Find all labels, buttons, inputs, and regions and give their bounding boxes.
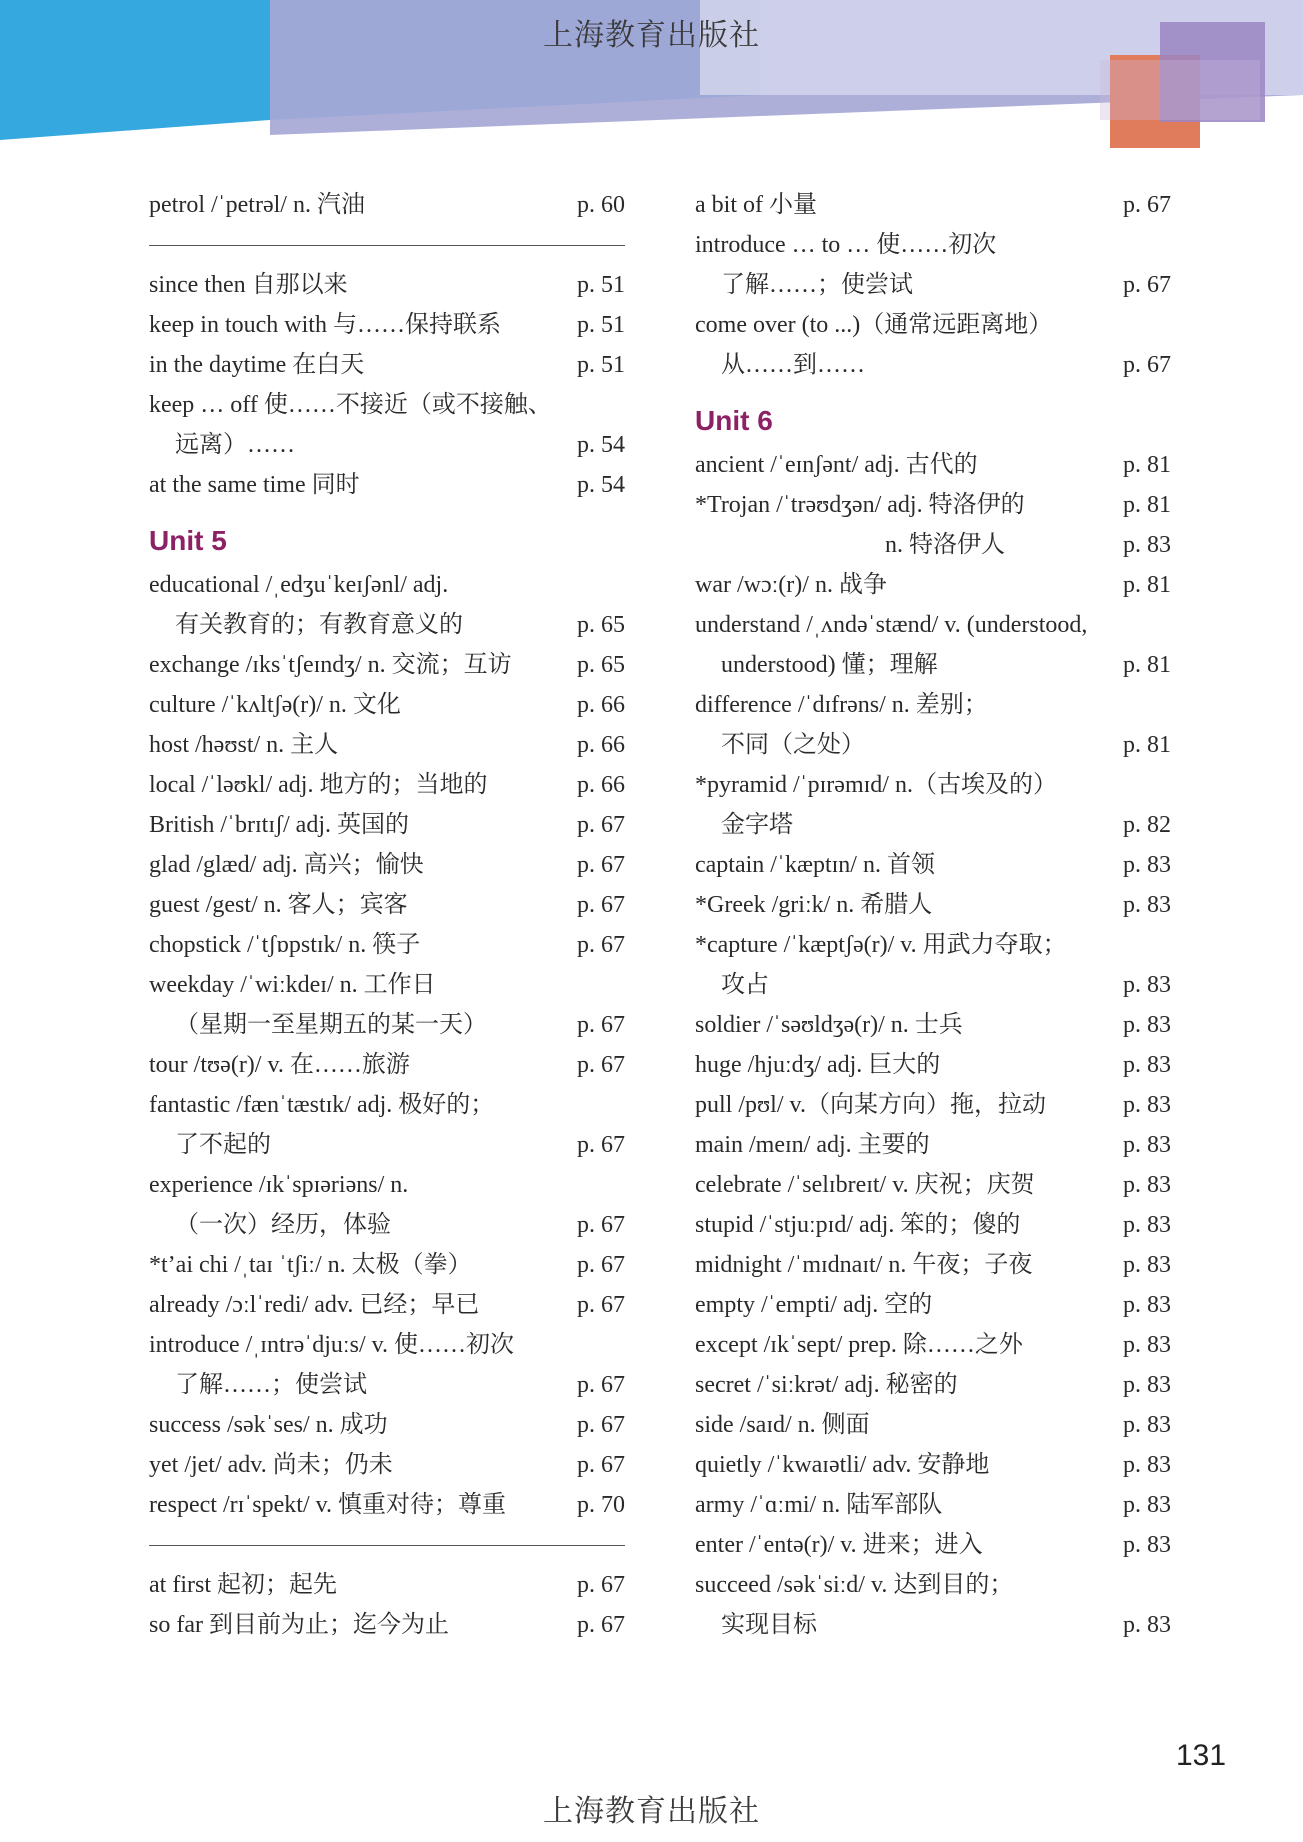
entry-page-ref: p. 51: [577, 352, 625, 378]
glossary-entry: [149, 1325, 625, 1365]
entry-page-ref: p. 83: [1123, 1092, 1171, 1118]
glossary-entry: [695, 1525, 1171, 1565]
glossary-entry: [695, 525, 1171, 565]
glossary-entry: [695, 1045, 1171, 1085]
glossary-entry: [149, 265, 625, 305]
entry-page-ref: p. 66: [577, 772, 625, 798]
entry-term: introduce … to … 使……初次: [695, 232, 997, 258]
entry-term: at the same time 同时: [149, 472, 360, 498]
glossary-entry: [695, 1605, 1171, 1645]
entry-term: guest /gest/ n. 客人；宾客: [149, 892, 408, 918]
glossary-entry: [695, 765, 1171, 805]
entry-term: culture /ˈkʌltʃə(r)/ n. 文化: [149, 692, 401, 718]
glossary-entry: [149, 385, 625, 425]
entry-term: secret /ˈsiːkrət/ adj. 秘密的: [695, 1372, 958, 1398]
entry-page-ref: p. 65: [577, 652, 625, 678]
glossary-entry: [149, 185, 625, 225]
glossary-entry: [695, 1245, 1171, 1285]
glossary-entry: [149, 1405, 625, 1445]
entry-page-ref: p. 67: [577, 1612, 625, 1638]
entry-term: local /ˈləʊkl/ adj. 地方的；当地的: [149, 772, 488, 798]
entry-term: 了解……；使尝试: [175, 1372, 367, 1398]
entry-term: （星期一至星期五的某一天）: [175, 1012, 487, 1038]
glossary-entry: [695, 925, 1171, 965]
entry-page-ref: p. 83: [1123, 1052, 1171, 1078]
entry-page-ref: p. 83: [1123, 1212, 1171, 1238]
entry-page-ref: p. 67: [577, 1212, 625, 1238]
entry-term: British /ˈbrɪtɪʃ/ adj. 英国的: [149, 812, 409, 838]
glossary-entry: [149, 425, 625, 465]
entry-term: come over (to ...)（通常远距离地）: [695, 312, 1053, 338]
glossary-entry: [695, 565, 1171, 605]
glossary-entry: [149, 765, 625, 805]
entry-page-ref: p. 83: [1123, 532, 1171, 558]
entry-term: main /meɪn/ adj. 主要的: [695, 1132, 930, 1158]
entry-term: 了不起的: [175, 1132, 271, 1158]
entry-term: n. 特洛伊人: [885, 532, 1005, 558]
glossary-entry: [695, 185, 1171, 225]
entry-page-ref: p. 83: [1123, 1332, 1171, 1358]
entry-term: chopstick /ˈtʃɒpstɪk/ n. 筷子: [149, 932, 421, 958]
entry-term: at first 起初；起先: [149, 1572, 337, 1598]
entry-page-ref: p. 81: [1123, 492, 1171, 518]
entry-page-ref: p. 83: [1123, 1452, 1171, 1478]
entry-term: succeed /səkˈsiːd/ v. 达到目的；: [695, 1572, 1014, 1598]
entry-page-ref: p. 51: [577, 312, 625, 338]
glossary-entry: [149, 845, 625, 885]
entry-page-ref: p. 54: [577, 432, 625, 458]
glossary-entry: [149, 725, 625, 765]
glossary-entry: [695, 885, 1171, 925]
entry-page-ref: p. 67: [577, 1412, 625, 1438]
glossary-entry: [695, 685, 1171, 725]
unit-heading: Unit 6: [695, 405, 773, 436]
entry-page-ref: p. 83: [1123, 1412, 1171, 1438]
entry-term: 实现目标: [721, 1612, 817, 1638]
entry-page-ref: p. 67: [577, 1452, 625, 1478]
entry-page-ref: p. 54: [577, 472, 625, 498]
glossary-entry: [695, 1205, 1171, 1245]
entry-term: glad /glæd/ adj. 高兴；愉快: [149, 852, 424, 878]
entry-term: 从……到……: [721, 352, 865, 378]
entry-term: 不同（之处）: [721, 732, 865, 758]
entry-term: yet /jet/ adv. 尚未；仍未: [149, 1452, 393, 1478]
entry-term: understood) 懂；理解: [721, 652, 938, 678]
glossary-entry: [149, 1445, 625, 1485]
section-divider: [149, 1525, 625, 1565]
entry-term: a bit of 小量: [695, 192, 817, 218]
entry-page-ref: p. 82: [1123, 812, 1171, 838]
glossary-entry: [149, 565, 625, 605]
publisher-footer: 上海教育出版社: [543, 1794, 760, 1829]
entry-term: stupid /ˈstjuːpɪd/ adj. 笨的；傻的: [695, 1212, 1021, 1238]
entry-term: host /həʊst/ n. 主人: [149, 732, 339, 758]
entry-page-ref: p. 67: [577, 1372, 625, 1398]
entry-term: army /ˈɑːmi/ n. 陆军部队: [695, 1492, 943, 1518]
entry-term: 金字塔: [721, 812, 793, 838]
entry-term: success /səkˈses/ n. 成功: [149, 1412, 388, 1438]
entry-page-ref: p. 66: [577, 692, 625, 718]
glossary-entry: [149, 1045, 625, 1085]
entry-page-ref: p. 83: [1123, 852, 1171, 878]
entry-page-ref: p. 81: [1123, 652, 1171, 678]
glossary-entry: [149, 965, 625, 1005]
glossary-entry: [695, 445, 1171, 485]
entry-page-ref: p. 81: [1123, 732, 1171, 758]
banner-outline-square: [1100, 60, 1260, 120]
entry-term: respect /rɪˈspekt/ v. 慎重对待；尊重: [149, 1492, 507, 1518]
entry-term: 有关教育的；有教育意义的: [175, 612, 463, 638]
entry-term: celebrate /ˈselɪbreɪt/ v. 庆祝；庆贺: [695, 1172, 1035, 1198]
entry-page-ref: p. 83: [1123, 1372, 1171, 1398]
glossary-entry: [695, 1165, 1171, 1205]
entry-term: *t’ai chi /ˌtaɪ ˈtʃiː/ n. 太极（拳）: [149, 1252, 472, 1278]
glossary-right-column: [695, 185, 1171, 1645]
glossary-entry: [149, 1005, 625, 1045]
glossary-entry: [695, 1445, 1171, 1485]
entry-term: quietly /ˈkwaɪətli/ adv. 安静地: [695, 1452, 990, 1478]
entry-page-ref: p. 83: [1123, 1132, 1171, 1158]
entry-term: midnight /ˈmɪdnaɪt/ n. 午夜；子夜: [695, 1252, 1033, 1278]
glossary-entry: [695, 1405, 1171, 1445]
entry-term: so far 到目前为止；迄今为止: [149, 1612, 449, 1638]
glossary-entry: [695, 725, 1171, 765]
glossary-entry: [695, 1125, 1171, 1165]
entry-term: tour /tʊə(r)/ v. 在……旅游: [149, 1052, 410, 1078]
entry-page-ref: p. 65: [577, 612, 625, 638]
glossary-entry: [149, 305, 625, 345]
glossary-entry: [695, 1565, 1171, 1605]
glossary-entry: [149, 1125, 625, 1165]
entry-term: in the daytime 在白天: [149, 352, 365, 378]
glossary-entry: [695, 805, 1171, 845]
entry-term: already /ɔːlˈredi/ adv. 已经；早已: [149, 1292, 480, 1318]
entry-term: pull /pʊl/ v.（向某方向）拖，拉动: [695, 1092, 1046, 1118]
entry-term: educational /ˌedʒuˈkeɪʃənl/ adj.: [149, 572, 449, 598]
entry-term: ancient /ˈeɪnʃənt/ adj. 古代的: [695, 452, 978, 478]
publisher-header: 上海教育出版社: [543, 18, 760, 53]
glossary-entry: [695, 1085, 1171, 1125]
entry-term: empty /ˈempti/ adj. 空的: [695, 1292, 933, 1318]
glossary-entry: [149, 685, 625, 725]
entry-term: except /ɪkˈsept/ prep. 除……之外: [695, 1332, 1023, 1358]
entry-page-ref: p. 67: [577, 1252, 625, 1278]
section-gap: [695, 385, 1171, 397]
entry-page-ref: p. 83: [1123, 1292, 1171, 1318]
entry-term: war /wɔː(r)/ n. 战争: [695, 572, 887, 598]
glossary-entry: [149, 605, 625, 645]
entry-term: weekday /ˈwiːkdeɪ/ n. 工作日: [149, 972, 436, 998]
glossary-entry: [695, 605, 1171, 645]
entry-term: *capture /ˈkæptʃə(r)/ v. 用武力夺取；: [695, 932, 1067, 958]
entry-term: *pyramid /ˈpɪrəmɪd/ n.（古埃及的）: [695, 772, 1057, 798]
entry-term: difference /ˈdɪfrəns/ n. 差别；: [695, 692, 988, 718]
entry-term: experience /ɪkˈspɪəriəns/ n.: [149, 1172, 409, 1198]
glossary-entry: [695, 965, 1171, 1005]
entry-page-ref: p. 83: [1123, 1492, 1171, 1518]
entry-page-ref: p. 67: [577, 1572, 625, 1598]
glossary-entry: [149, 1245, 625, 1285]
entry-page-ref: p. 67: [577, 852, 625, 878]
glossary-entry: [149, 1205, 625, 1245]
entry-term: 攻占: [721, 972, 769, 998]
entry-page-ref: p. 70: [577, 1492, 625, 1518]
entry-term: fantastic /fænˈtæstɪk/ adj. 极好的；: [149, 1092, 495, 1118]
entry-page-ref: p. 67: [577, 1012, 625, 1038]
glossary-entry: [695, 1485, 1171, 1525]
glossary-entry: [149, 1285, 625, 1325]
glossary-entry: [149, 1085, 625, 1125]
glossary-entry: [149, 925, 625, 965]
glossary-entry: [149, 1365, 625, 1405]
entry-term: introduce /ˌɪntrəˈdjuːs/ v. 使……初次: [149, 1332, 515, 1358]
entry-page-ref: p. 83: [1123, 972, 1171, 998]
entry-page-ref: p. 67: [577, 892, 625, 918]
entry-page-ref: p. 67: [1123, 192, 1171, 218]
entry-term: captain /ˈkæptɪn/ n. 首领: [695, 852, 935, 878]
glossary-entry: [695, 345, 1171, 385]
entry-term: huge /hjuːdʒ/ adj. 巨大的: [695, 1052, 941, 1078]
entry-page-ref: p. 83: [1123, 1532, 1171, 1558]
entry-page-ref: p. 67: [1123, 272, 1171, 298]
entry-term: （一次）经历，体验: [175, 1212, 391, 1238]
glossary-entry: [695, 225, 1171, 265]
entry-page-ref: p. 81: [1123, 452, 1171, 478]
entry-page-ref: p. 83: [1123, 892, 1171, 918]
glossary-entry: [695, 265, 1171, 305]
entry-page-ref: p. 67: [577, 1292, 625, 1318]
entry-term: keep … off 使……不接近（或不接触、: [149, 392, 552, 418]
entry-term: *Trojan /ˈtrəʊdʒən/ adj. 特洛伊的: [695, 492, 1025, 518]
entry-page-ref: p. 67: [577, 932, 625, 958]
section-gap: [149, 505, 625, 517]
glossary-entry: [149, 465, 625, 505]
unit-heading: Unit 5: [149, 525, 227, 556]
entry-term: side /saɪd/ n. 侧面: [695, 1412, 870, 1438]
entry-term: petrol /ˈpetrəl/ n. 汽油: [149, 192, 365, 218]
entry-page-ref: p. 81: [1123, 572, 1171, 598]
entry-page-ref: p. 67: [577, 812, 625, 838]
entry-term: understand /ˌʌndəˈstænd/ v. (understood,: [695, 612, 1088, 638]
entry-page-ref: p. 66: [577, 732, 625, 758]
entry-page-ref: p. 51: [577, 272, 625, 298]
entry-term: *Greek /griːk/ n. 希腊人: [695, 892, 933, 918]
glossary-entry: [149, 805, 625, 845]
entry-term: keep in touch with 与……保持联系: [149, 312, 501, 338]
page-number: 131: [1176, 1739, 1227, 1772]
glossary-entry: [149, 1485, 625, 1525]
entry-term: enter /ˈentə(r)/ v. 进来；进入: [695, 1532, 983, 1558]
entry-term: since then 自那以来: [149, 272, 348, 298]
entry-page-ref: p. 67: [577, 1052, 625, 1078]
entry-term: soldier /ˈsəʊldʒə(r)/ n. 士兵: [695, 1012, 963, 1038]
glossary-entry: [695, 1285, 1171, 1325]
entry-page-ref: p. 83: [1123, 1012, 1171, 1038]
glossary-entry: [149, 1165, 625, 1205]
glossary-entry: [695, 1365, 1171, 1405]
glossary-entry: [695, 845, 1171, 885]
entry-page-ref: p. 83: [1123, 1172, 1171, 1198]
glossary-entry: [695, 1005, 1171, 1045]
glossary-entry: [695, 485, 1171, 525]
entry-term: 远离）……: [175, 432, 295, 458]
glossary-left-column: [149, 185, 625, 1645]
section-divider: [149, 225, 625, 265]
glossary-entry: [149, 1605, 625, 1645]
entry-page-ref: p. 67: [1123, 352, 1171, 378]
glossary-entry: [695, 305, 1171, 345]
entry-term: exchange /ɪksˈtʃeɪndʒ/ n. 交流；互访: [149, 652, 512, 678]
entry-page-ref: p. 67: [577, 1132, 625, 1158]
glossary-entry: [149, 1565, 625, 1605]
entry-page-ref: p. 60: [577, 192, 625, 218]
glossary-entry: [149, 885, 625, 925]
glossary-entry: [149, 645, 625, 685]
entry-page-ref: p. 83: [1123, 1252, 1171, 1278]
entry-page-ref: p. 83: [1123, 1612, 1171, 1638]
glossary-entry: [695, 645, 1171, 685]
glossary-entry: [695, 1325, 1171, 1365]
glossary-entry: [149, 345, 625, 385]
entry-term: 了解……；使尝试: [721, 272, 913, 298]
